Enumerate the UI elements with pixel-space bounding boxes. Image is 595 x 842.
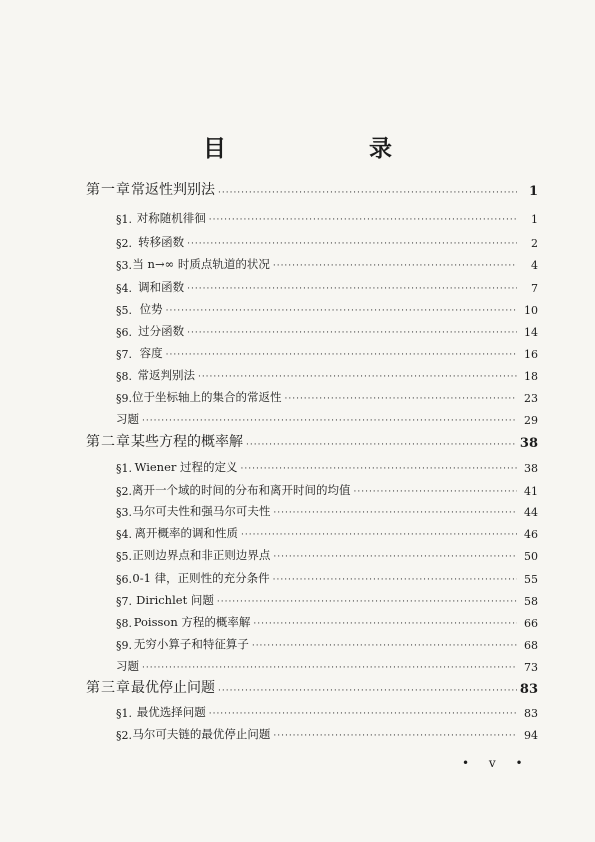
leader-dots [354,486,518,498]
entry-page-number: 55 [524,573,538,586]
leader-dots [198,371,517,383]
toc-section-entry[interactable] [116,588,538,608]
entry-number: §6. [116,326,132,339]
entry-number: §8. [116,370,132,383]
entry-title: 某些方程的概率解 [131,434,243,450]
entry-number: §9. [116,639,132,652]
entry-number: §9. [116,392,132,405]
entry-page-number: 14 [524,326,538,339]
toc-exercise-entry[interactable] [116,654,538,674]
entry-title: 正则边界点和非正则边界点 [132,548,271,562]
leader-dots [273,260,517,272]
entry-number: §3. [116,506,132,519]
entry-page-number: 73 [524,661,538,674]
toc-section-entry[interactable] [116,722,538,742]
entry-number: §1. [116,213,132,226]
entry-number: §6. [116,573,132,586]
entry-title: 当 n→∞ 时质点轨道的状况 [132,257,270,271]
toc-section-entry[interactable] [116,632,538,652]
entry-page-number: 18 [524,370,538,383]
entry-title: 0-1 律，正则性的充分条件 [132,571,270,585]
entry-page-number: 1 [531,213,538,226]
toc-chapter-entry[interactable] [86,179,538,199]
toc-section-entry[interactable] [116,341,538,361]
entry-page-number: 41 [524,485,538,498]
entry-title: 常返性判别法 [131,182,215,198]
entry-number: 第三章 [86,680,131,696]
entry-title: 最优停止问题 [131,680,215,696]
entry-page-number: 66 [524,617,538,630]
entry-page-number: 46 [524,528,538,541]
leader-dots [273,507,517,519]
entry-page-number: 50 [524,550,538,563]
leader-dots [253,618,517,630]
leader-dots [209,214,517,226]
leader-dots [217,596,517,608]
leader-dots [187,283,517,295]
entry-page-number: 2 [531,237,538,250]
entry-number: §4. [116,528,132,541]
entry-page-number: 58 [524,595,538,608]
toc-section-entry[interactable] [116,610,538,630]
entry-number: 第一章 [86,182,131,198]
entry-number: §8. [116,617,132,630]
entry-title: Dirichlet 问题 [136,593,214,607]
toc-section-entry[interactable] [116,319,538,339]
entry-title: 马尔可夫链的最优停止问题 [132,727,271,741]
entry-number: §5. [116,304,132,317]
leader-dots [142,662,517,674]
entry-page-number: 38 [524,462,538,475]
toc-section-entry[interactable] [116,521,538,541]
entry-page-number: 7 [531,282,538,295]
toc-section-entry[interactable] [116,566,538,586]
leader-dots [166,305,517,317]
entry-title: Poisson 方程的概率解 [133,615,251,629]
entry-page-number: 29 [524,414,538,427]
entry-number: §2. [116,485,132,498]
page-number-footer: • v • [462,756,531,770]
entry-title: 对称随机徘徊 [136,211,206,225]
leader-dots [209,708,517,720]
leader-dots [166,349,517,361]
leader-dots [241,529,517,541]
leader-dots [218,187,517,199]
entry-title: 离开一个域的时间的分布和离开时间的均值 [132,483,351,497]
toc-section-entry[interactable] [116,543,538,563]
entry-number: §2. [116,729,132,742]
toc-chapter-entry[interactable] [86,677,538,697]
entry-title: 常返判别法 [137,368,195,382]
entry-title: 容度 [139,346,163,360]
entry-number: §1. [116,462,132,475]
entry-number: §4. [116,282,132,295]
entry-title: 马尔可夫性和强马尔可夫性 [132,504,271,518]
entry-number: 第二章 [86,434,131,450]
entry-number: §1. [116,707,132,720]
entry-title: 位于坐标轴上的集合的常返性 [132,390,282,404]
entry-title: 习题 [116,659,139,673]
leader-dots [285,393,518,405]
toc-section-entry[interactable] [116,478,538,498]
entry-number: §7. [116,595,132,608]
entry-page-number: 23 [524,392,538,405]
leader-dots [142,415,517,427]
leader-dots [187,327,517,339]
leader-dots [273,730,517,742]
entry-title: 习题 [116,412,139,426]
toc-section-entry[interactable] [116,700,538,720]
entry-page-number: 38 [519,436,538,451]
leader-dots [187,238,517,250]
leader-dots [252,640,517,652]
entry-page-number: 16 [524,348,538,361]
entry-page-number: 83 [524,707,538,720]
entry-page-number: 1 [528,184,538,199]
entry-title: 转移函数 [138,235,185,249]
entry-title: Wiener 过程的定义 [134,460,238,474]
toc-section-entry[interactable] [116,252,538,272]
entry-title: 无穷小算子和特征算子 [133,637,249,651]
leader-dots [246,439,517,451]
entry-number: §2. [116,237,132,250]
entry-page-number: 68 [524,639,538,652]
entry-title: 过分函数 [138,324,185,338]
entry-number: §7. [116,348,132,361]
entry-page-number: 4 [531,259,538,272]
entry-title: 位势 [139,302,163,316]
toc-section-entry[interactable] [116,385,538,405]
entry-page-number: 94 [524,729,538,742]
page-title: 目 录 [203,135,452,162]
toc-section-entry[interactable] [116,275,538,295]
toc-chapter-entry[interactable] [86,431,538,451]
toc-section-entry[interactable] [116,206,538,226]
entry-page-number: 83 [519,682,538,697]
entry-title: 调和函数 [138,280,185,294]
entry-number: §3. [116,259,132,272]
toc-exercise-entry[interactable] [116,407,538,427]
leader-dots [273,574,517,586]
toc-section-entry[interactable] [116,499,538,519]
entry-title: 离开概率的调和性质 [134,526,239,540]
entry-number: §5. [116,550,132,563]
leader-dots [241,463,517,475]
toc-section-entry[interactable] [116,230,538,250]
entry-page-number: 10 [524,304,538,317]
toc-section-entry[interactable] [116,297,538,317]
leader-dots [218,685,517,697]
leader-dots [273,551,517,563]
entry-page-number: 44 [524,506,538,519]
toc-section-entry[interactable] [116,455,538,475]
entry-title: 最优选择问题 [136,705,206,719]
toc-section-entry[interactable] [116,363,538,383]
